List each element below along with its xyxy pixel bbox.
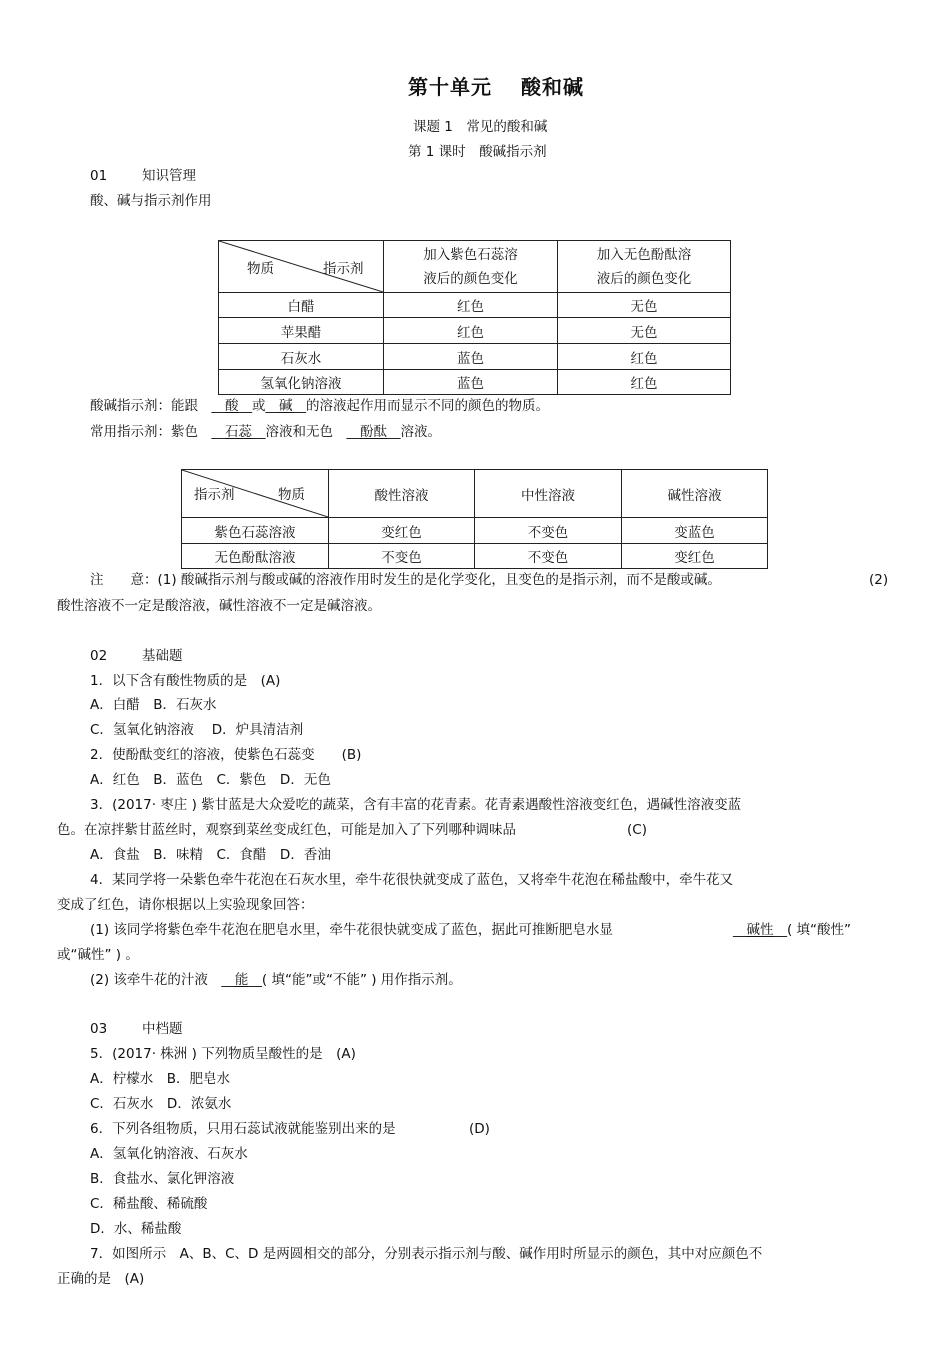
cell-substance: 石灰水 bbox=[219, 344, 384, 370]
table-header-litmus bbox=[384, 241, 558, 293]
def-text: __的溶液起作用而显示不同的颜色的物质。 bbox=[292, 398, 549, 414]
question-6-option-b: B．食盐水、氯化钾溶液 bbox=[90, 1171, 235, 1187]
cell-phenol: 无色 bbox=[558, 318, 731, 344]
header-text: 液后的颜色变化 bbox=[423, 270, 518, 287]
cell-neutral: 不变色 bbox=[475, 518, 622, 544]
indicator-table-2 bbox=[181, 469, 768, 569]
fill-answer: 石蕊 bbox=[225, 424, 252, 440]
question-4-sub-1-answer bbox=[733, 921, 851, 939]
question-4-line-2: 变成了红色，请你根据以上实验现象回答： bbox=[57, 897, 314, 913]
cell-litmus: 红色 bbox=[384, 293, 558, 318]
question-3-line-1: 3．(2017· 枣庄 ) 紫甘蓝是大众爱吃的蔬菜，含有丰富的花青素。花青素遇酸性溶液变红色，遇碱性溶液变蓝 bbox=[90, 797, 742, 813]
section-01-topic: 酸、碱与指示剂作用 bbox=[90, 193, 212, 209]
question-3-answer: (C) bbox=[627, 822, 647, 838]
question-2-options: A．红色 B．蓝色 C．紫色 D．无色 bbox=[90, 772, 331, 788]
fill-answer: 碱 bbox=[279, 398, 293, 414]
cell-substance: 苹果醋 bbox=[219, 318, 384, 344]
question-6-option-c: C．稀盐酸、稀硫酸 bbox=[90, 1196, 208, 1212]
header-text: 液后的颜色变化 bbox=[596, 270, 692, 287]
question-4-sub-1-line-2: 或“碱性” ) 。 bbox=[57, 947, 139, 963]
definition-common-indicators bbox=[90, 423, 441, 441]
table-header-neutral: 中性溶液 bbox=[475, 470, 622, 518]
table-header-row bbox=[182, 470, 768, 518]
def-text: __溶液。 bbox=[387, 424, 441, 440]
header-text: 加入紫色石蕊溶 bbox=[423, 246, 518, 263]
cell-acid: 变红色 bbox=[329, 518, 475, 544]
cell-base: 变蓝色 bbox=[621, 518, 767, 544]
question-6-stem: 6．下列各组物质，只用石蕊试液就能鉴别出来的是 bbox=[90, 1121, 396, 1137]
question-2-stem: 2．使酚酞变红的溶液，使紫色石蕊变 (B) bbox=[90, 747, 362, 763]
section-02-number: 02 bbox=[90, 648, 108, 664]
cell-base: 变红色 bbox=[621, 544, 767, 569]
note-line-2: 酸性溶液不一定是酸溶液，碱性溶液不一定是碱溶液。 bbox=[57, 598, 381, 614]
question-3-options: A．食盐 B．味精 C．食醋 D．香油 bbox=[90, 847, 331, 863]
question-4-sub-1: (1) 该同学将紫色牵牛花泡在肥皂水里，牵牛花很快就变成了蓝色，据此可推断肥皂水显 bbox=[90, 922, 613, 938]
table-row bbox=[219, 318, 731, 344]
question-6-answer: (D) bbox=[469, 1121, 490, 1137]
question-4-sub-2 bbox=[90, 971, 462, 989]
cell-phenol: 红色 bbox=[558, 370, 731, 395]
lesson-title: 课题 1 常见的酸和碱 bbox=[413, 119, 548, 135]
period-title: 第 1 课时 酸碱指示剂 bbox=[408, 144, 547, 160]
cell-litmus: 蓝色 bbox=[384, 370, 558, 395]
definition-indicator bbox=[90, 397, 549, 415]
corner-label-indicator: 指示剂 bbox=[194, 487, 235, 503]
def-text: 酸碱指示剂：能跟 __ bbox=[90, 398, 225, 414]
unit-title: 第十单元 酸和碱 bbox=[408, 75, 584, 99]
cell-litmus: 红色 bbox=[384, 318, 558, 344]
cell-neutral: 不变色 bbox=[475, 544, 622, 569]
question-1-stem: 1．以下含有酸性物质的是 (A) bbox=[90, 673, 281, 689]
question-5-stem: 5．(2017· 株洲 ) 下列物质呈酸性的是 (A) bbox=[90, 1046, 356, 1062]
cell-indicator: 无色酚酞溶液 bbox=[182, 544, 329, 569]
question-3-line-2: 色。在凉拌紫甘蓝丝时，观察到菜丝变成红色，可能是加入了下列哪种调味品 bbox=[57, 822, 516, 838]
section-01-number: 01 bbox=[90, 168, 108, 184]
table-row bbox=[219, 370, 731, 395]
question-1-options-cd: C．氢氧化钠溶液 D．炉具清洁剂 bbox=[90, 722, 304, 738]
table-header-row bbox=[219, 241, 731, 293]
question-1-options-ab: A．白醋 B．石灰水 bbox=[90, 697, 217, 713]
table-header-acidic: 酸性溶液 bbox=[329, 470, 475, 518]
table-row bbox=[219, 293, 731, 318]
table-corner-cell bbox=[182, 470, 329, 518]
table-row bbox=[182, 518, 768, 544]
note-line-1: 注 意：(1) 酸碱指示剂与酸或碱的溶液作用时发生的是化学变化，且变色的是指示剂，而不是酸或碱。 bbox=[90, 572, 721, 588]
cell-phenol: 红色 bbox=[558, 344, 731, 370]
cell-phenol: 无色 bbox=[558, 293, 731, 318]
table-row bbox=[219, 344, 731, 370]
section-02-name: 基础题 bbox=[142, 648, 183, 664]
blank: __ bbox=[733, 922, 747, 938]
table-corner-cell bbox=[219, 241, 384, 293]
question-5-options-cd: C．石灰水 D．浓氨水 bbox=[90, 1096, 232, 1112]
question-6-option-a: A．氢氧化钠溶液、石灰水 bbox=[90, 1146, 248, 1162]
section-03-name: 中档题 bbox=[142, 1021, 183, 1037]
cell-acid: 不变色 bbox=[329, 544, 475, 569]
fill-answer: 能 bbox=[234, 972, 249, 988]
cell-litmus: 蓝色 bbox=[384, 344, 558, 370]
question-5-options-ab: A．柠檬水 B．肥皂水 bbox=[90, 1071, 230, 1087]
section-03-number: 03 bbox=[90, 1021, 108, 1037]
corner-label-substance: 物质 bbox=[278, 487, 305, 503]
fill-answer: 酚酞 bbox=[360, 424, 387, 440]
table-row bbox=[182, 544, 768, 569]
def-text: __或__ bbox=[238, 398, 279, 414]
fill-answer: 酸 bbox=[225, 398, 239, 414]
sub-text: __( 填“能”或“不能” ) 用作指示剂。 bbox=[248, 972, 462, 988]
def-text: __溶液和无色 __ bbox=[252, 424, 360, 440]
blank: __( 填“酸性” bbox=[773, 922, 852, 938]
indicator-table-1 bbox=[218, 240, 731, 395]
sub-text: (2) 该牵牛花的汁液 __ bbox=[90, 972, 235, 988]
section-01-name: 知识管理 bbox=[142, 168, 196, 184]
question-7-line-2: 正确的是 (A) bbox=[57, 1271, 145, 1287]
corner-label-indicator: 指示剂 bbox=[323, 261, 364, 277]
corner-label-substance: 物质 bbox=[247, 261, 274, 277]
def-text: 常用指示剂：紫色 __ bbox=[90, 424, 225, 440]
fill-answer: 碱性 bbox=[746, 922, 774, 938]
cell-substance: 氢氧化钠溶液 bbox=[219, 370, 384, 395]
header-text: 加入无色酚酞溶 bbox=[596, 246, 692, 263]
cell-substance: 白醋 bbox=[219, 293, 384, 318]
table-header-basic: 碱性溶液 bbox=[621, 470, 767, 518]
question-4-line-1: 4．某同学将一朵紫色牵牛花泡在石灰水里，牵牛花很快就变成了蓝色，又将牵牛花泡在稀盐酸中，牵牛花又 bbox=[90, 872, 734, 888]
cell-indicator: 紫色石蕊溶液 bbox=[182, 518, 329, 544]
question-7-line-1: 7．如图所示 A、B、C、D 是两圆相交的部分，分别表示指示剂与酸、碱作用时所显示的颜色，其中对应颜色不 bbox=[90, 1246, 763, 1262]
table-header-phenolphthalein bbox=[558, 241, 731, 293]
note-line-1-tail: (2) bbox=[869, 572, 889, 588]
question-6-option-d: D．水、稀盐酸 bbox=[90, 1221, 182, 1237]
